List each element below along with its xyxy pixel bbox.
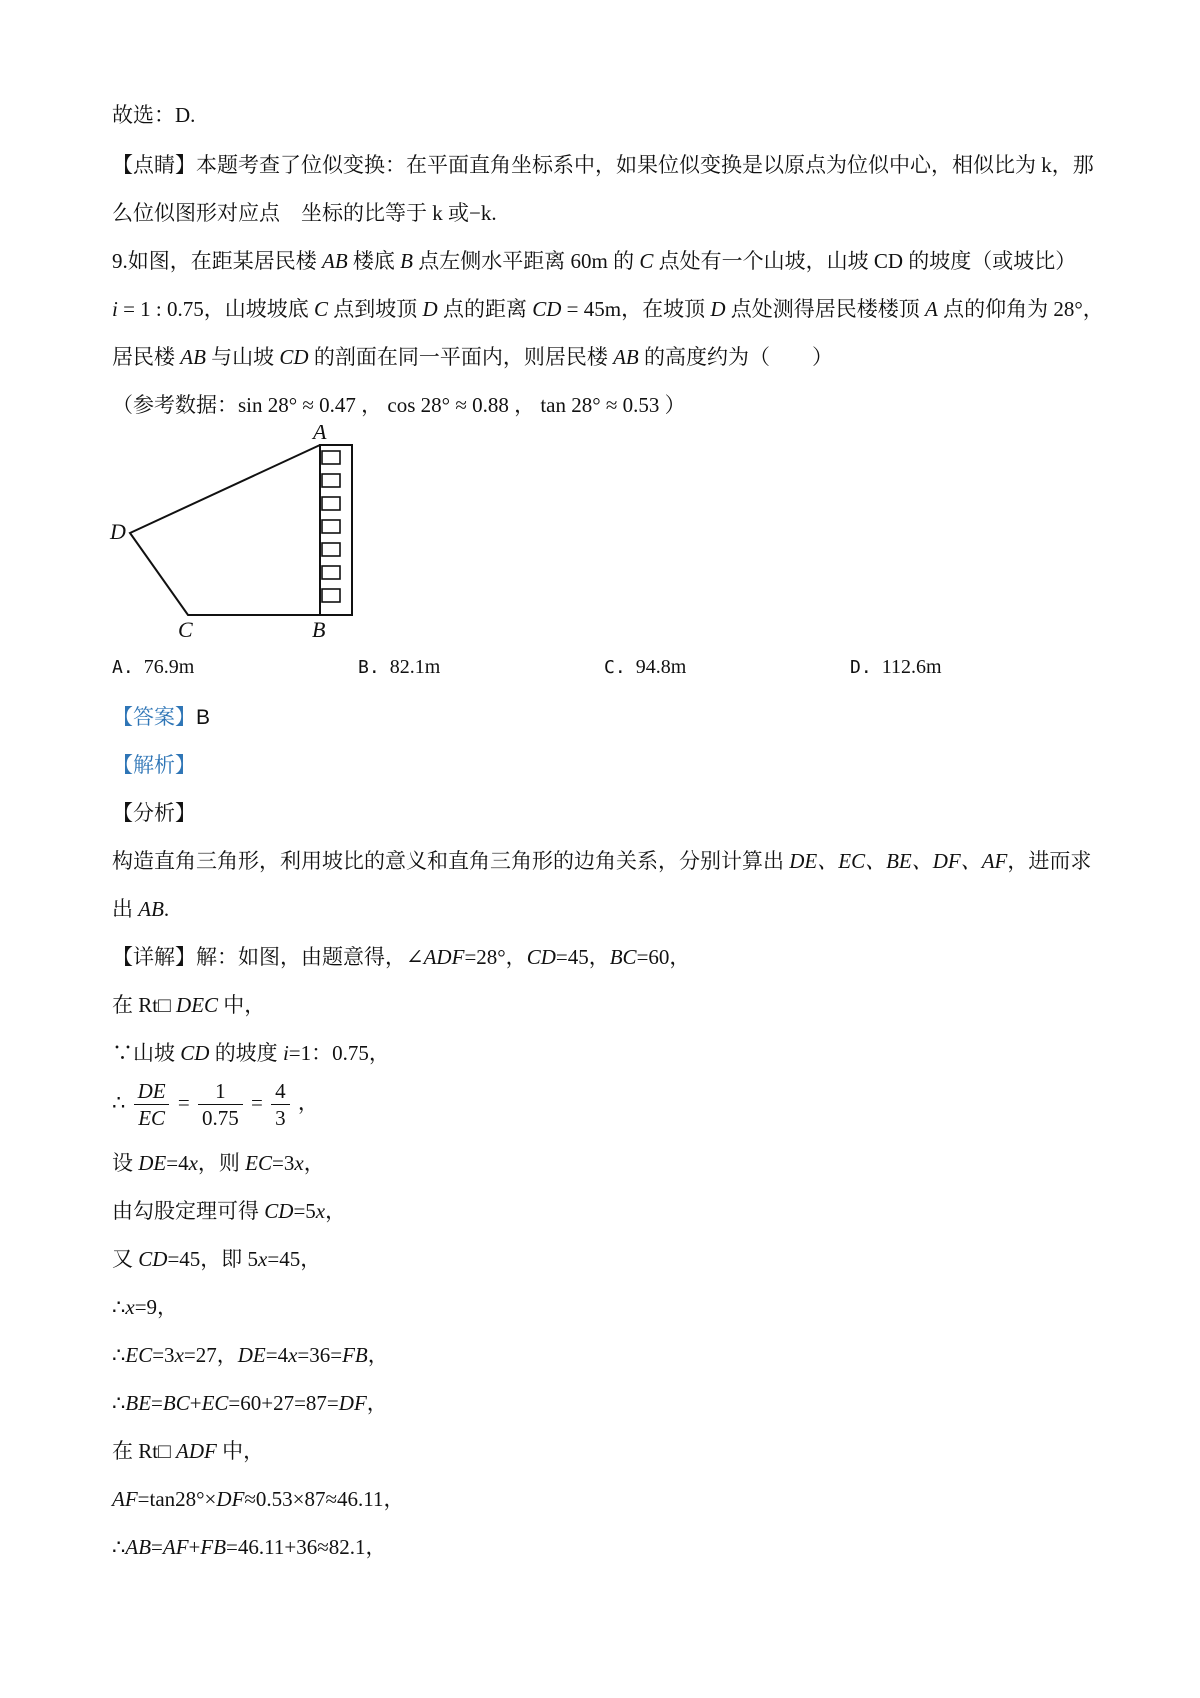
sol-var: EC <box>245 1151 273 1175</box>
sol-var: DEC <box>176 993 219 1017</box>
sol-var: CD <box>138 1247 168 1271</box>
sol-text: =tan28°× <box>137 1487 217 1511</box>
solution-line-1 <box>112 942 690 972</box>
sol-var: DF <box>216 1487 245 1511</box>
sol-var: AF <box>112 1487 138 1511</box>
sol-text: ，则 <box>197 1151 246 1175</box>
label-a: A <box>313 425 327 444</box>
sol-text: =28°， <box>464 945 527 969</box>
label-c: C <box>178 617 193 640</box>
sol-text: ， <box>325 1199 347 1223</box>
fenxi-terms: DE、EC、BE、DF、AF <box>789 849 1008 873</box>
q-var: CD <box>279 345 309 369</box>
sol-text: =36= <box>297 1343 343 1367</box>
fenxi-text: 构造直角三角形，利用坡比的意义和直角三角形的边角关系，分别计算出 <box>112 849 790 873</box>
equals-sign: = <box>177 1090 190 1115</box>
dianjing-tag: 【点睛】 <box>112 153 196 177</box>
sol-text: =4 <box>166 1151 189 1175</box>
sol-var: ADF <box>423 945 465 969</box>
option-value: 112.6m <box>881 656 942 678</box>
fraction-numerator: 4 <box>275 1079 286 1103</box>
sol-var: BC <box>609 945 637 969</box>
dianjing-line-1 <box>112 150 1094 180</box>
q-text: 点处有一个山坡，山坡 CD 的坡度（或坡比） <box>653 249 1077 273</box>
sol-text: =4 <box>265 1343 289 1367</box>
sol-var: DE <box>138 1151 167 1175</box>
slope-outline <box>130 445 320 615</box>
sol-text: = <box>151 1535 163 1559</box>
therefore-symbol: ∴ <box>112 1090 126 1115</box>
option-letter: C. <box>604 657 626 678</box>
solution-line-2 <box>112 990 265 1020</box>
option-b <box>358 652 440 683</box>
sol-var: AB <box>125 1535 152 1559</box>
sol-text: =45， <box>555 945 610 969</box>
sol-text: 设 <box>112 1151 139 1175</box>
option-value: 82.1m <box>389 656 441 678</box>
q-text: 点的仰角为 28°， <box>937 297 1104 321</box>
sol-text: + <box>188 1535 201 1559</box>
q-var: D <box>422 297 438 321</box>
sol-var: x <box>258 1247 268 1271</box>
sol-text: =27， <box>183 1343 238 1367</box>
sol-var: BE <box>125 1391 152 1415</box>
option-d <box>850 652 942 683</box>
sol-var: x <box>288 1343 298 1367</box>
sol-text: ， <box>297 1090 319 1115</box>
sol-var: x <box>315 1199 326 1223</box>
sol-text: =45，即 5 <box>167 1247 259 1271</box>
option-letter: A. <box>112 657 134 678</box>
fraction-denominator: 0.75 <box>198 1104 243 1131</box>
fraction-numerator: 1 <box>215 1079 226 1103</box>
answer-tag: 【答案】 <box>112 705 196 729</box>
question-line-1 <box>112 246 1076 276</box>
q-var: CD <box>532 297 562 321</box>
sol-text: =45， <box>267 1247 322 1271</box>
previous-answer <box>112 100 195 130</box>
sol-text: 解：如图，由题意得，∠ <box>196 945 424 969</box>
sol-text: 由勾股定理可得 <box>112 1199 265 1223</box>
dianjing-text-2: 么位似图形对应点 坐标的比等于 k 或−k. <box>112 201 497 225</box>
sol-text: ∴ <box>112 1391 126 1415</box>
q-var: C <box>314 297 329 321</box>
solution-fraction-line <box>112 1078 319 1131</box>
sol-text: 在 Rt□ <box>112 1439 177 1463</box>
label-d: D <box>110 519 126 544</box>
sol-text: =3 <box>272 1151 295 1175</box>
sol-text: =46.11+36≈82.1， <box>226 1535 387 1559</box>
q-text: 的高度约为（ ） <box>638 345 833 369</box>
fraction-de-ec <box>134 1078 170 1131</box>
option-a <box>112 652 194 683</box>
option-letter: D. <box>850 657 872 678</box>
sol-text: =60， <box>636 945 691 969</box>
q-text: 9.如图，在距某居民楼 <box>112 249 322 273</box>
sol-text: ， <box>303 1151 325 1175</box>
q-var: AB <box>322 249 348 273</box>
sol-text: 中， <box>218 993 266 1017</box>
q-text: 点处测得居民楼楼顶 <box>725 297 926 321</box>
sol-text: =5 <box>293 1199 316 1223</box>
solution-line-5 <box>112 1148 325 1178</box>
sol-text: ， <box>367 1343 389 1367</box>
label-b: B <box>312 617 326 640</box>
sol-text: =60+27=87= <box>228 1391 339 1415</box>
solution-line-8 <box>112 1292 178 1322</box>
sol-text: 的坡度 <box>209 1041 283 1065</box>
sol-var: DF <box>338 1391 367 1415</box>
solution-line-13 <box>112 1532 386 1562</box>
q-var: A <box>925 297 938 321</box>
sol-var: CD <box>180 1041 210 1065</box>
q-text: 点左侧水平距离 60m 的 <box>412 249 640 273</box>
sol-var: FB <box>342 1343 368 1367</box>
sol-var: AF <box>162 1535 189 1559</box>
sol-var: x <box>174 1343 184 1367</box>
sol-text: 又 <box>112 1247 139 1271</box>
selected-answer-text: 故选：D. <box>112 103 196 127</box>
q-var: AB <box>613 345 639 369</box>
q-text: 与山坡 <box>205 345 280 369</box>
q-text: 楼底 <box>347 249 401 273</box>
q-text: 的剖面在同一平面内，则居民楼 <box>308 345 614 369</box>
q-var: D <box>710 297 726 321</box>
sol-var: ADF <box>176 1439 217 1463</box>
sol-text: ∴ <box>112 1343 126 1367</box>
q-text: 点到坡顶 <box>328 297 423 321</box>
sol-text: ∵山坡 <box>112 1041 181 1065</box>
solution-line-3 <box>112 1038 390 1068</box>
q-var: AB <box>180 345 206 369</box>
fenxi-tag: 【分析】 <box>112 801 196 825</box>
fenxi-text: . <box>163 897 170 921</box>
fenxi-text: ，进而求 <box>1007 849 1092 873</box>
fraction-1-075 <box>198 1078 243 1131</box>
sol-var: EC <box>125 1343 153 1367</box>
sol-var: EC <box>201 1391 229 1415</box>
fraction-denominator: 3 <box>271 1104 290 1131</box>
fraction-numerator: DE <box>137 1079 166 1103</box>
solution-line-7 <box>112 1244 321 1274</box>
sol-text: 在 Rt□ <box>112 993 177 1017</box>
q-var: i <box>112 297 118 321</box>
q-text: = 1 : 0.75，山坡坡底 <box>117 297 315 321</box>
building-windows <box>322 451 340 602</box>
xiangjie-tag: 【详解】 <box>112 945 196 969</box>
sol-text: =9， <box>134 1295 179 1319</box>
fenxi-var: AB <box>138 897 164 921</box>
sol-text: 中， <box>216 1439 265 1463</box>
dianjing-text: 本题考查了位似变换：在平面直角坐标系中，如果位似变换是以原点为位似中心，相似比为 k，那 <box>196 153 1094 177</box>
sol-text: ≈0.53×87≈46.11， <box>244 1487 405 1511</box>
option-c <box>604 652 686 683</box>
sol-var: x <box>125 1295 135 1319</box>
sol-var: BC <box>162 1391 190 1415</box>
q-var: C <box>639 249 654 273</box>
solution-line-12 <box>112 1484 405 1514</box>
sol-var: CD <box>526 945 556 969</box>
sol-var: CD <box>264 1199 294 1223</box>
solution-line-11 <box>112 1436 264 1466</box>
jiexi-tag: 【解析】 <box>112 753 196 777</box>
sol-var: i <box>282 1041 289 1065</box>
sol-var: DE <box>237 1343 266 1367</box>
sol-var: x <box>188 1151 198 1175</box>
solution-line-9 <box>112 1340 389 1370</box>
solution-line-10 <box>112 1388 388 1418</box>
sol-text: = <box>151 1391 163 1415</box>
answer-value: B <box>196 706 211 729</box>
question-line-2 <box>112 294 1104 324</box>
sol-text: =1：0.75， <box>288 1041 390 1065</box>
sol-text: ， <box>366 1391 388 1415</box>
sol-var: FB <box>200 1535 227 1559</box>
sol-text: =3 <box>152 1343 175 1367</box>
fenxi-line-2 <box>112 894 169 924</box>
option-letter: B. <box>358 657 380 678</box>
question-line-3 <box>112 342 833 372</box>
equals-sign: = <box>250 1090 263 1115</box>
option-value: 94.8m <box>635 656 687 678</box>
fenxi-text: 出 <box>112 897 139 921</box>
fenxi-line-1 <box>112 846 1091 876</box>
fraction-denominator: EC <box>134 1104 169 1131</box>
dianjing-line-2 <box>112 198 497 228</box>
answer-line <box>112 702 210 733</box>
q-text: = 45m，在坡顶 <box>561 297 711 321</box>
option-value: 76.9m <box>143 656 195 678</box>
q-text: 点的距离 <box>437 297 533 321</box>
sol-text: + <box>189 1391 202 1415</box>
geometry-figure <box>100 425 380 640</box>
q-text: 居民楼 <box>112 345 181 369</box>
q-var: B <box>400 249 413 273</box>
sol-var: x <box>294 1151 304 1175</box>
reference-data <box>112 390 686 420</box>
sol-text: ∴ <box>112 1535 126 1559</box>
solution-line-6 <box>112 1196 346 1226</box>
fraction-4-3 <box>271 1078 290 1131</box>
reference-data-text: （参考数据：sin 28° ≈ 0.47 ， cos 28° ≈ 0.88 ， tan 28° ≈ 0.53 ） <box>112 393 686 417</box>
sol-text: ∴ <box>112 1295 126 1319</box>
